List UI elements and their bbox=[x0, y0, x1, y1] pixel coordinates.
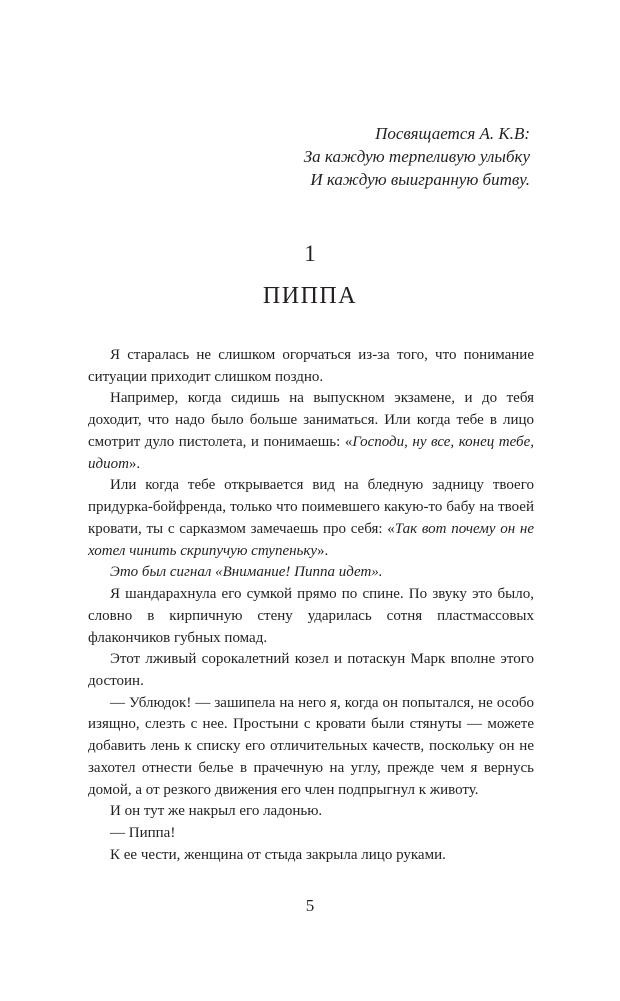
text-run: Я старалась не слишком огорчаться из-за того, что понимание ситуации приходит слишком поздно. bbox=[88, 347, 534, 385]
paragraph bbox=[88, 693, 534, 802]
text-run: Я шандарахнула его сумкой прямо по спине. По звуку это было, словно в кирпичную стену ударилась сотня пластмассовых флакончиков губных помад. bbox=[88, 586, 534, 646]
paragraph bbox=[88, 345, 534, 388]
dedication-line: И каждую выигранную битву. bbox=[310, 170, 530, 189]
paragraph bbox=[88, 388, 534, 475]
dedication-line: Посвящается А. К.В: bbox=[375, 124, 530, 143]
paragraph bbox=[88, 801, 534, 823]
paragraph bbox=[88, 845, 534, 867]
italic-run: Господи, ну все, конец тебе, идиот bbox=[88, 433, 534, 472]
text-run: ». bbox=[317, 542, 329, 559]
text-run: — Ублюдок! — зашипела на него я, когда он попытался, не особо изящно, слезть с нее. Простыни с кровати были стянуты — можете добавить лень к списку его отличительных качеств, поскольку он не захотел отнести белье в прачечную на углу, прежде чем я вернусь домой, а от резкого движения его член подпрыгнул к животу. bbox=[88, 694, 534, 798]
paragraph bbox=[88, 562, 534, 584]
paragraph bbox=[88, 649, 534, 692]
dedication-line: За каждую терпеливую улыбку bbox=[303, 147, 530, 166]
text-run: И он тут же накрыл его ладонью. bbox=[110, 803, 323, 820]
text-run: К ее чести, женщина от стыда закрыла лицо руками. bbox=[110, 846, 446, 863]
text-run: Этот лживый сорокалетний козел и потаскун Марк вполне этого достоин. bbox=[88, 651, 534, 690]
paragraph bbox=[88, 823, 534, 845]
text-run: — Пиппа! bbox=[110, 825, 176, 842]
italic-run: Это был сигнал «Внимание! Пиппа идет». bbox=[110, 564, 383, 581]
chapter-number: 1 bbox=[304, 241, 316, 266]
chapter-body bbox=[88, 345, 534, 867]
text-run: Или когда тебе открывается вид на бледную задницу твоего придурка-бойфренда, только что поимевшего какую-то бабу на твоей кровати, ты с сарказмом замечаешь про себя: « bbox=[88, 477, 534, 537]
chapter-title: ПИППА bbox=[262, 283, 358, 309]
dedication bbox=[110, 122, 530, 191]
page-number: 5 bbox=[305, 896, 315, 915]
paragraph bbox=[88, 584, 534, 649]
text-run: Например, когда сидишь на выпускном экзамене, и до тебя доходит, что надо было больше заниматься. Или когда тебе в лицо смотрит дуло пистолета, и понимаешь: « bbox=[88, 390, 534, 450]
italic-run: Так вот почему он не хотел чинить скрипучую ступеньку bbox=[88, 520, 534, 559]
text-run: ». bbox=[128, 455, 141, 472]
paragraph bbox=[88, 475, 534, 562]
